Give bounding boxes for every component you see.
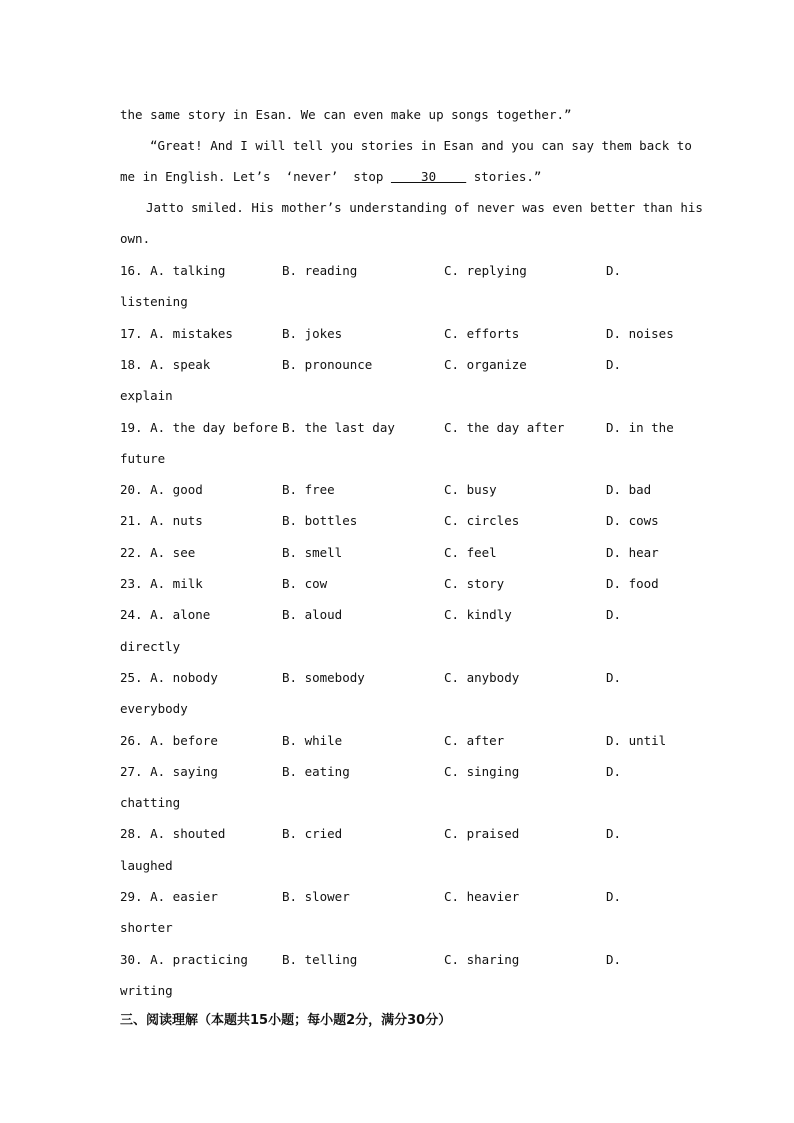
option-c: C. kindly <box>444 607 512 623</box>
option-b: B. pronounce <box>282 356 373 372</box>
option-a-text: A. see <box>150 544 196 560</box>
option-a-text: A. saying <box>150 763 218 779</box>
option-c: C. praised <box>444 826 520 842</box>
option-c: C. story <box>444 576 505 591</box>
option-d: D. <box>606 951 622 967</box>
option-a <box>120 545 195 561</box>
passage-line-1: the same story in Esan. We can even make up songs together.” <box>120 107 572 122</box>
option-a-text: A. good <box>150 482 203 498</box>
option-b: B. somebody <box>282 669 365 685</box>
option-d: D. until <box>606 732 667 748</box>
option-a <box>120 607 210 623</box>
question-number: 17. <box>120 325 143 341</box>
option-a-text: A. alone <box>150 607 211 623</box>
option-b: B. the last day <box>282 419 395 435</box>
option-a-text: A. nobody <box>150 669 218 685</box>
option-a <box>120 326 233 342</box>
option-a <box>120 889 218 905</box>
option-c: C. replying <box>444 263 527 278</box>
passage-line-3-post: stories.” <box>466 169 542 184</box>
question-number: 18. <box>120 356 143 372</box>
option-a <box>120 576 203 592</box>
passage-line-2: “Great! And I will tell you stories in Esan and you can say them back to <box>150 138 692 153</box>
option-c: C. busy <box>444 482 497 498</box>
option-d-wrap: directly <box>120 638 181 654</box>
question-number: 28. <box>120 826 143 842</box>
option-a <box>120 826 225 842</box>
option-b: B. while <box>282 732 343 748</box>
question-number: 30. <box>120 951 143 967</box>
option-d: D. bad <box>606 482 652 498</box>
option-d: D. in the <box>606 419 674 435</box>
option-b: B. slower <box>282 889 350 904</box>
option-b: B. reading <box>282 263 358 278</box>
passage-line-4: Jatto smiled. His mother’s understanding of never was even better than his <box>146 200 703 215</box>
question-number: 25. <box>120 669 143 685</box>
option-a <box>120 764 218 780</box>
option-d: D. <box>606 763 622 779</box>
option-d: D. <box>606 356 622 372</box>
passage-line-5: own. <box>120 231 151 246</box>
option-d-wrap: chatting <box>120 795 181 811</box>
option-d: D. <box>606 607 622 623</box>
option-d-wrap: future <box>120 450 166 466</box>
option-d-wrap: writing <box>120 982 173 998</box>
option-c: C. sharing <box>444 951 520 967</box>
option-c: C. heavier <box>444 889 520 904</box>
option-c: C. efforts <box>444 325 520 341</box>
question-number: 22. <box>120 544 143 560</box>
option-b: B. cried <box>282 826 343 842</box>
option-a <box>120 513 203 529</box>
option-a-text: A. milk <box>150 576 203 591</box>
question-number: 19. <box>120 419 143 435</box>
option-a <box>120 952 248 968</box>
option-c: C. organize <box>444 356 527 372</box>
question-number: 24. <box>120 607 143 623</box>
option-c: C. after <box>444 732 505 748</box>
option-c: C. circles <box>444 513 520 529</box>
option-d: D. hear <box>606 544 659 560</box>
option-c: C. singing <box>444 763 520 779</box>
option-d-wrap: listening <box>120 294 188 310</box>
question-number: 29. <box>120 889 143 904</box>
option-b: B. cow <box>282 576 328 591</box>
option-d: D. <box>606 263 622 278</box>
option-a-text: A. the day before <box>150 419 279 435</box>
option-a <box>120 482 203 498</box>
option-d-wrap: everybody <box>120 701 188 717</box>
option-a-text: A. speak <box>150 356 211 372</box>
option-d: D. <box>606 889 622 904</box>
option-a <box>120 420 278 436</box>
option-a-text: A. practicing <box>150 951 248 967</box>
option-a <box>120 733 218 749</box>
option-d: D. cows <box>606 513 659 529</box>
option-a <box>120 263 225 279</box>
question-number: 16. <box>120 263 143 278</box>
option-d: D. <box>606 826 622 842</box>
question-number: 27. <box>120 763 143 779</box>
option-b: B. eating <box>282 763 350 779</box>
blank-30: 30 <box>390 169 467 184</box>
section-heading: 三、阅读理解（本题共15小题；每小题2分，满分30分） <box>120 1013 452 1028</box>
option-a-text: A. mistakes <box>150 325 233 341</box>
option-b: B. smell <box>282 544 343 560</box>
option-a <box>120 670 218 686</box>
question-number: 26. <box>120 732 143 748</box>
question-number: 23. <box>120 576 143 591</box>
option-c: C. feel <box>444 544 497 560</box>
option-a-text: A. shouted <box>150 826 226 842</box>
passage-line-3-pre: me in English. Let’s ‘never’ stop <box>120 169 391 184</box>
option-a-text: A. talking <box>150 263 226 278</box>
option-d-wrap: shorter <box>120 920 173 936</box>
option-c: C. anybody <box>444 669 520 685</box>
option-c: C. the day after <box>444 419 565 435</box>
option-a-text: A. easier <box>150 889 218 904</box>
option-a <box>120 357 210 373</box>
option-d-wrap: explain <box>120 388 173 404</box>
question-number: 21. <box>120 513 143 529</box>
option-b: B. bottles <box>282 513 358 529</box>
option-b: B. free <box>282 482 335 498</box>
option-d-wrap: laughed <box>120 857 173 873</box>
option-a-text: A. nuts <box>150 513 203 529</box>
option-d: D. noises <box>606 325 674 341</box>
question-number: 20. <box>120 482 143 498</box>
option-d: D. <box>606 669 622 685</box>
option-b: B. jokes <box>282 325 343 341</box>
passage-line-3 <box>120 169 541 185</box>
option-d: D. food <box>606 576 659 591</box>
option-b: B. telling <box>282 951 358 967</box>
option-a-text: A. before <box>150 732 218 748</box>
option-b: B. aloud <box>282 607 343 623</box>
